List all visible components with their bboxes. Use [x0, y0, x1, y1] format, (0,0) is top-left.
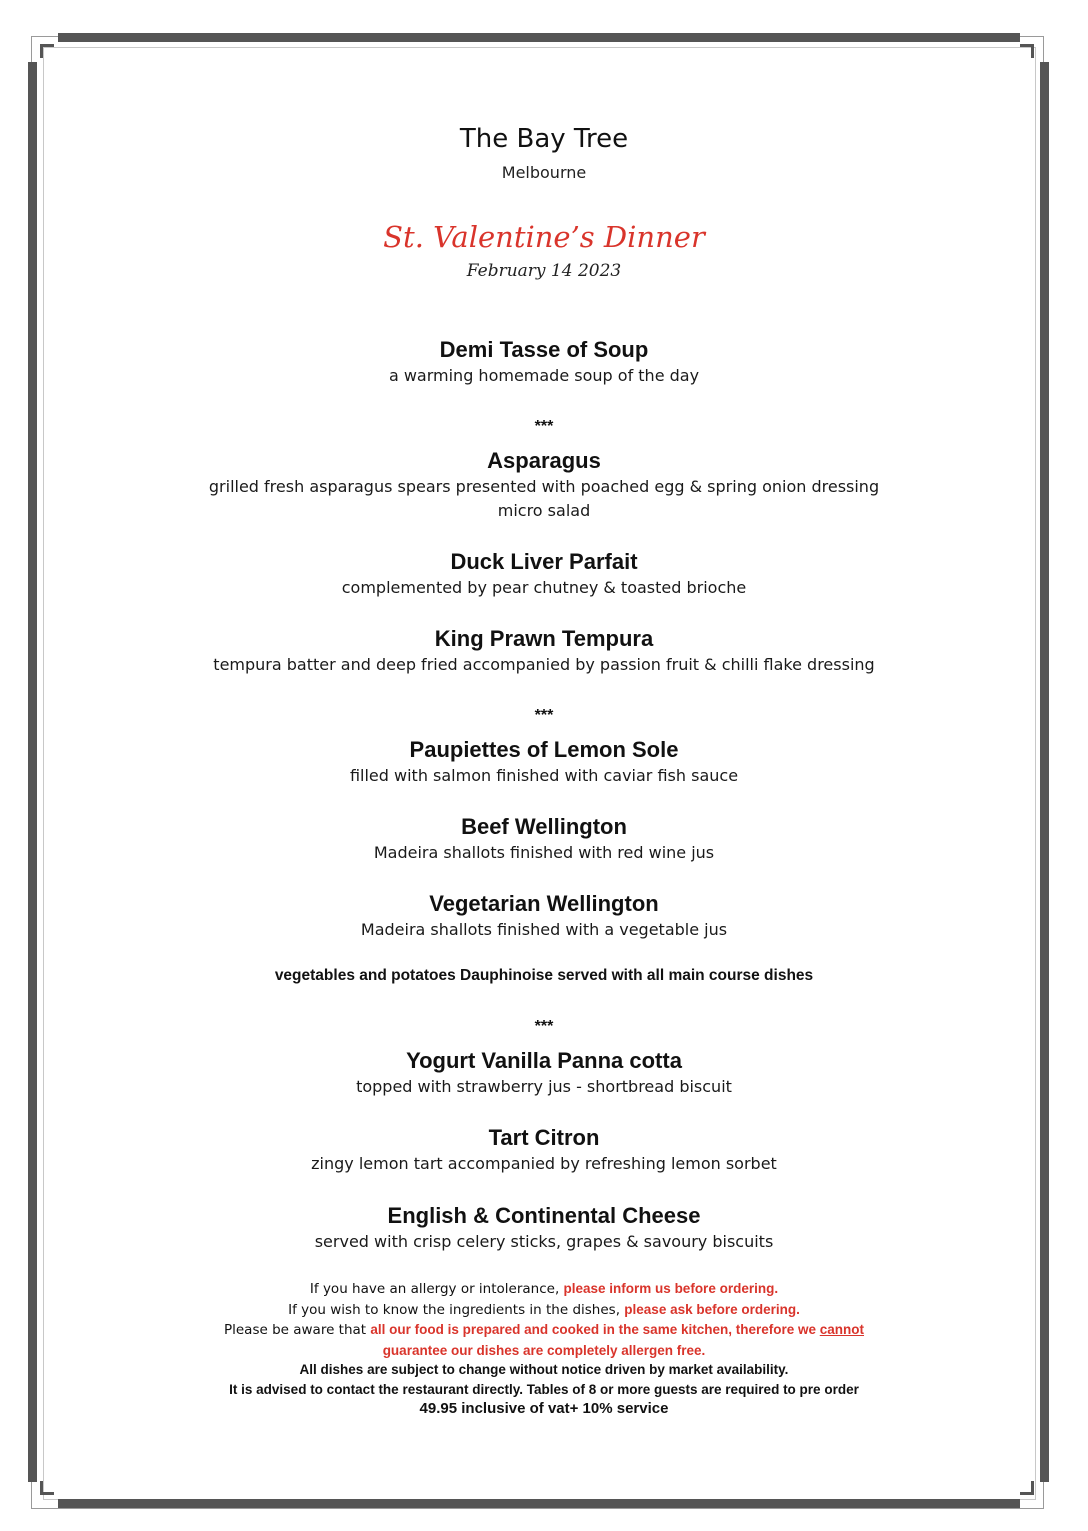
- ingredients-warning: please ask before ordering.: [624, 1301, 800, 1317]
- course-cheese: [60, 1202, 1028, 1254]
- allergy-text: If you have an allergy or intolerance,: [309, 1281, 564, 1297]
- course-lemon-sole: [60, 736, 1028, 788]
- cannot-emphasis: cannot: [819, 1322, 865, 1337]
- frame-bar-right: [1040, 62, 1049, 1482]
- ingredients-line: [60, 1300, 1028, 1321]
- dish-name: Duck Liver Parfait: [450, 549, 638, 574]
- course-prawn-tempura: [60, 625, 1028, 677]
- frame-corner-top-right: [1020, 44, 1034, 58]
- allergy-warning: please inform us before ordering.: [563, 1281, 779, 1296]
- course-asparagus: [60, 447, 1028, 523]
- dish-name: Asparagus: [487, 448, 601, 473]
- kitchen-line: [60, 1320, 1028, 1341]
- dish-description: complemented by pear chutney & toasted brioche: [341, 578, 747, 597]
- allergy-footer: [60, 1279, 1028, 1419]
- dish-description: tempura batter and deep fried accompanied by passion fruit & chilli flake dressing: [213, 655, 875, 674]
- dish-name: Demi Tasse of Soup: [439, 337, 649, 362]
- dish-description: micro salad: [497, 501, 591, 520]
- contact-notice: It is advised to contact the restaurant directly. Tables of 8 or more guests are required to pre order: [229, 1381, 859, 1397]
- frame-corner-bottom-right: [1020, 1481, 1034, 1495]
- course-tart-citron: [60, 1124, 1028, 1176]
- dish-name: Tart Citron: [488, 1125, 600, 1150]
- frame-corner-top-left: [40, 44, 54, 58]
- dish-name: Yogurt Vanilla Panna cotta: [406, 1048, 682, 1073]
- course-vegetarian-wellington: [60, 890, 1028, 942]
- frame-bar-top: [58, 33, 1020, 42]
- restaurant-city: Melbourne: [501, 163, 587, 182]
- dish-description: grilled fresh asparagus spears presented with poached egg & spring onion dressing: [208, 477, 880, 496]
- kitchen-text: Please be aware that: [223, 1322, 371, 1338]
- dish-description: zingy lemon tart accompanied by refreshing lemon sorbet: [311, 1154, 777, 1173]
- dish-description: served with crisp celery sticks, grapes & savoury biscuits: [314, 1232, 774, 1251]
- change-notice: All dishes are subject to change without notice driven by market availability.: [299, 1362, 789, 1377]
- frame-bar-left: [28, 62, 37, 1482]
- restaurant-name: The Bay Tree: [459, 124, 629, 154]
- dish-description: Madeira shallots finished with red wine jus: [373, 843, 715, 862]
- dish-description: filled with salmon finished with caviar fish sauce: [349, 766, 739, 785]
- allergen-free-warning: guarantee our dishes are completely allergen free.: [382, 1342, 706, 1358]
- dish-description: a warming homemade soup of the day: [388, 366, 700, 385]
- dish-description: topped with strawberry jus - shortbread biscuit: [356, 1077, 732, 1096]
- main-course-note: vegetables and potatoes Dauphinoise served with all main course dishes: [274, 967, 814, 984]
- dish-name: English & Continental Cheese: [387, 1203, 701, 1228]
- dish-name: Paupiettes of Lemon Sole: [409, 737, 679, 762]
- ingredients-text: If you wish to know the ingredients in the dishes,: [288, 1301, 625, 1318]
- course-separator: ***: [534, 1018, 554, 1035]
- kitchen-warning: all our food is prepared and cooked in the same kitchen, therefore we: [370, 1322, 820, 1337]
- frame-bar-bottom: [58, 1499, 1020, 1508]
- dish-name: Beef Wellington: [461, 814, 627, 839]
- allergy-line: [60, 1279, 1028, 1300]
- dish-name: Vegetarian Wellington: [429, 891, 659, 916]
- menu-price: 49.95 inclusive of vat+ 10% service: [419, 1400, 669, 1417]
- course-beef-wellington: [60, 813, 1028, 865]
- course-soup: [60, 336, 1028, 388]
- dish-description: Madeira shallots finished with a vegetable jus: [360, 920, 728, 939]
- frame-corner-bottom-left: [40, 1481, 54, 1495]
- course-duck-liver: [60, 548, 1028, 600]
- dish-name: King Prawn Tempura: [434, 626, 654, 651]
- course-separator: ***: [534, 418, 554, 435]
- event-title: St. Valentine’s Dinner: [383, 220, 705, 254]
- course-separator: ***: [534, 707, 554, 724]
- event-date: February 14 2023: [466, 261, 622, 281]
- course-panna-cotta: [60, 1047, 1028, 1099]
